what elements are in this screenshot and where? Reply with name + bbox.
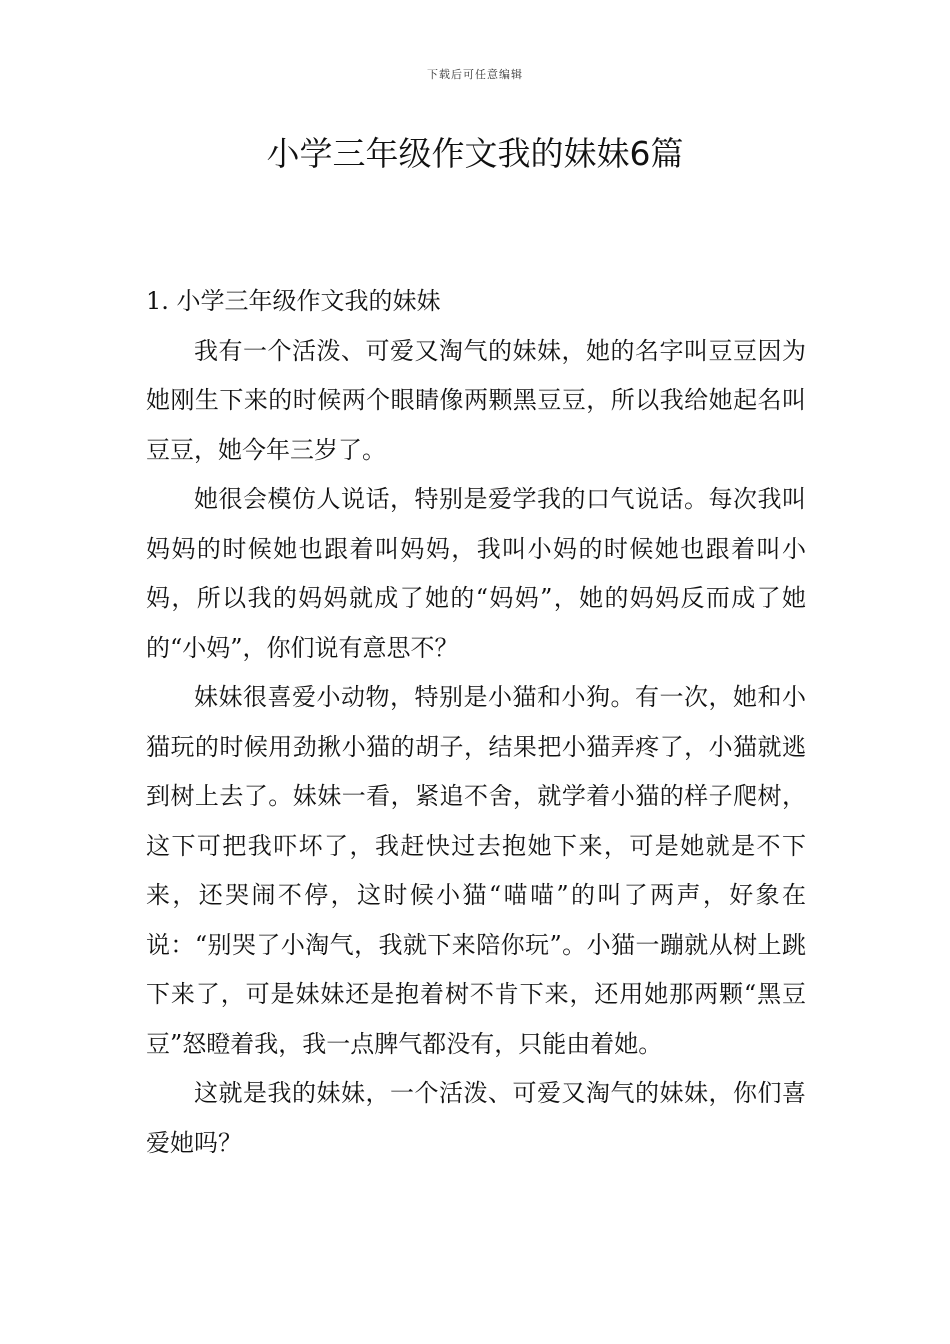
paragraph-2: 她很会模仿人说话，特别是爱学我的口气说话。每次我叫妈妈的时候她也跟着叫妈妈，我叫小妈的时候她也跟着叫小妈，所以我的妈妈就成了她的“妈妈”，她的妈妈反而成了她的“小妈”，你们说有意思不？ <box>146 485 806 662</box>
paragraph-1: 我有一个活泼、可爱又淘气的妹妹，她的名字叫豆豆因为她刚生下来的时候两个眼睛像两颗黑豆豆，所以我给她起名叫豆豆，她今年三岁了。 <box>146 336 806 464</box>
document-title: 小学三年级作文我的妹妹6篇 <box>266 134 684 173</box>
paragraph-4: 这就是我的妹妹，一个活泼、可爱又淘气的妹妹，你们喜爱她吗？ <box>146 1079 806 1157</box>
document-body <box>146 277 806 1168</box>
paragraph-3: 妹妹很喜爱小动物，特别是小猫和小狗。有一次，她和小猫玩的时候用劲揪小猫的胡子，结果把小猫弄疼了，小猫就逃到树上去了。妹妹一看，紧追不舍，就学着小猫的样子爬树，这下可把我吓坏了，我赶快过去抱她下来，可是她就是不下来，还哭闹不停，这时候小猫“喵喵”的叫了两声，好象在说：“别哭了小淘气，我就下来陪你玩”。小猫一蹦就从树上跳下来了，可是妹妹还是抱着树不肯下来，还用她那两颗“黑豆豆”怒瞪着我，我一点脾气都没有，只能由着她。 <box>146 683 806 1058</box>
header-note: 下载后可任意编辑 <box>427 68 523 81</box>
section-heading: 1. 小学三年级作文我的妹妹 <box>146 287 441 315</box>
